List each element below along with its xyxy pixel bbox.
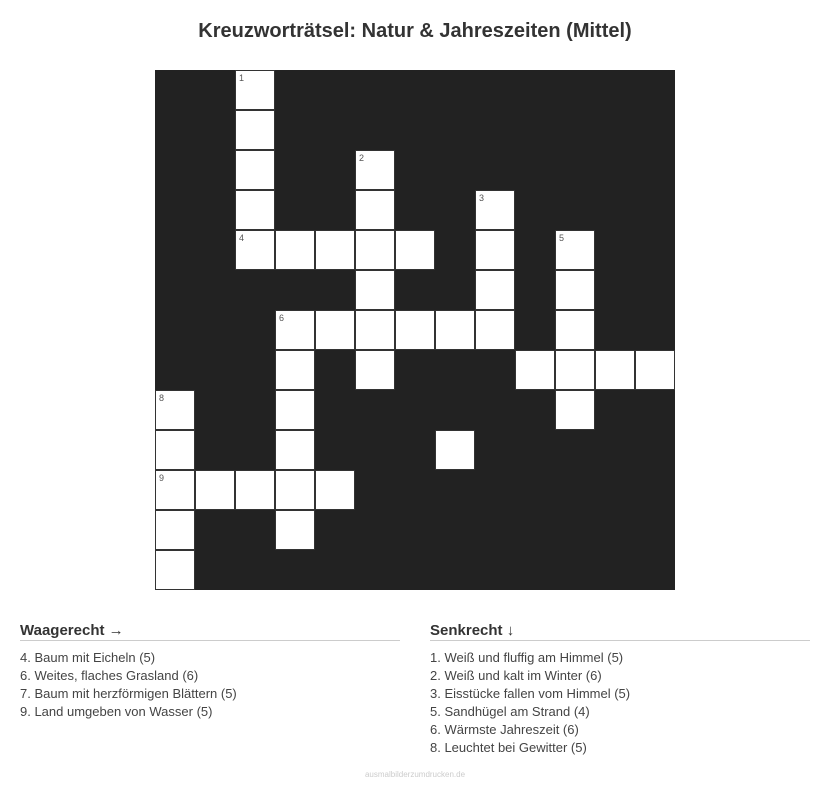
crossword-cell[interactable]: [555, 390, 595, 430]
crossword-cell[interactable]: [475, 270, 515, 310]
crossword-cell[interactable]: [275, 350, 315, 390]
down-clue: 2. Weiß und kalt im Winter (6): [430, 668, 602, 683]
crossword-cell[interactable]: [395, 310, 435, 350]
crossword-cell[interactable]: [355, 190, 395, 230]
clue-number: 4: [239, 233, 245, 243]
across-clues-section: [20, 622, 400, 721]
crossword-cell[interactable]: [395, 230, 435, 270]
page-title: Kreuzworträtsel: Natur & Jahreszeiten (Mittel): [198, 20, 632, 42]
crossword-cell[interactable]: [515, 350, 555, 390]
crossword-cell[interactable]: [235, 110, 275, 150]
crossword-cell[interactable]: [315, 470, 355, 510]
crossword-cell[interactable]: [275, 470, 315, 510]
crossword-cell[interactable]: [355, 350, 395, 390]
crossword-cell[interactable]: [235, 190, 275, 230]
crossword-cell[interactable]: [555, 270, 595, 310]
footer-credit: ausmalbilderzumdrucken.de: [364, 770, 466, 779]
crossword-cell[interactable]: [555, 350, 595, 390]
across-clue-list: [20, 649, 400, 721]
crossword-cell[interactable]: [155, 510, 195, 550]
crossword-cell[interactable]: [275, 430, 315, 470]
crossword-cell[interactable]: [155, 390, 195, 430]
crossword-cell[interactable]: [435, 310, 475, 350]
crossword-cell[interactable]: [235, 230, 275, 270]
across-clue: 7. Baum mit herzförmigen Blättern (5): [20, 686, 237, 701]
crossword-cell[interactable]: [275, 510, 315, 550]
down-clue-list: [430, 649, 810, 757]
crossword-cell[interactable]: [235, 470, 275, 510]
across-clue: 9. Land umgeben von Wasser (5): [20, 704, 213, 719]
crossword-cell[interactable]: [275, 310, 315, 350]
down-clues-section: [430, 622, 810, 757]
down-heading: Senkrecht ↓: [430, 622, 810, 641]
crossword-cell[interactable]: [235, 70, 275, 110]
across-clue: 4. Baum mit Eicheln (5): [20, 650, 156, 665]
clue-number: 1: [239, 73, 245, 83]
down-clue: 3. Eisstücke fallen vom Himmel (5): [430, 686, 631, 701]
across-heading: Waagerecht →: [20, 622, 400, 641]
crossword-cell[interactable]: [635, 350, 675, 390]
across-clue: 6. Weites, flaches Grasland (6): [20, 668, 199, 683]
crossword-grid: [155, 70, 675, 590]
clue-number: 6: [279, 313, 285, 323]
crossword-cell[interactable]: [355, 310, 395, 350]
crossword-cell[interactable]: [475, 310, 515, 350]
crossword-cell[interactable]: [155, 470, 195, 510]
crossword-cell[interactable]: [475, 230, 515, 270]
clue-number: 5: [559, 233, 565, 243]
crossword-cell[interactable]: [275, 390, 315, 430]
crossword-cell[interactable]: [155, 430, 195, 470]
crossword-cell[interactable]: [435, 430, 475, 470]
crossword-cell[interactable]: [155, 550, 195, 590]
crossword-cell[interactable]: [355, 230, 395, 270]
down-clue: 8. Leuchtet bei Gewitter (5): [430, 740, 587, 755]
crossword-cell[interactable]: [475, 190, 515, 230]
crossword-cell[interactable]: [555, 310, 595, 350]
crossword-cell[interactable]: [555, 230, 595, 270]
clue-number: 3: [479, 193, 485, 203]
crossword-cell[interactable]: [275, 230, 315, 270]
crossword-cell[interactable]: [355, 150, 395, 190]
crossword-cell[interactable]: [235, 150, 275, 190]
clue-number: 8: [159, 393, 165, 403]
crossword-cell[interactable]: [315, 310, 355, 350]
clue-number: 2: [359, 153, 365, 163]
down-clue: 5. Sandhügel am Strand (4): [430, 704, 590, 719]
clue-number: 9: [159, 473, 165, 483]
crossword-cell[interactable]: [355, 270, 395, 310]
down-clue: 1. Weiß und fluffig am Himmel (5): [430, 650, 624, 665]
down-clue: 6. Wärmste Jahreszeit (6): [430, 722, 579, 737]
crossword-cell[interactable]: [315, 230, 355, 270]
crossword-cell[interactable]: [595, 350, 635, 390]
crossword-cell[interactable]: [195, 470, 235, 510]
